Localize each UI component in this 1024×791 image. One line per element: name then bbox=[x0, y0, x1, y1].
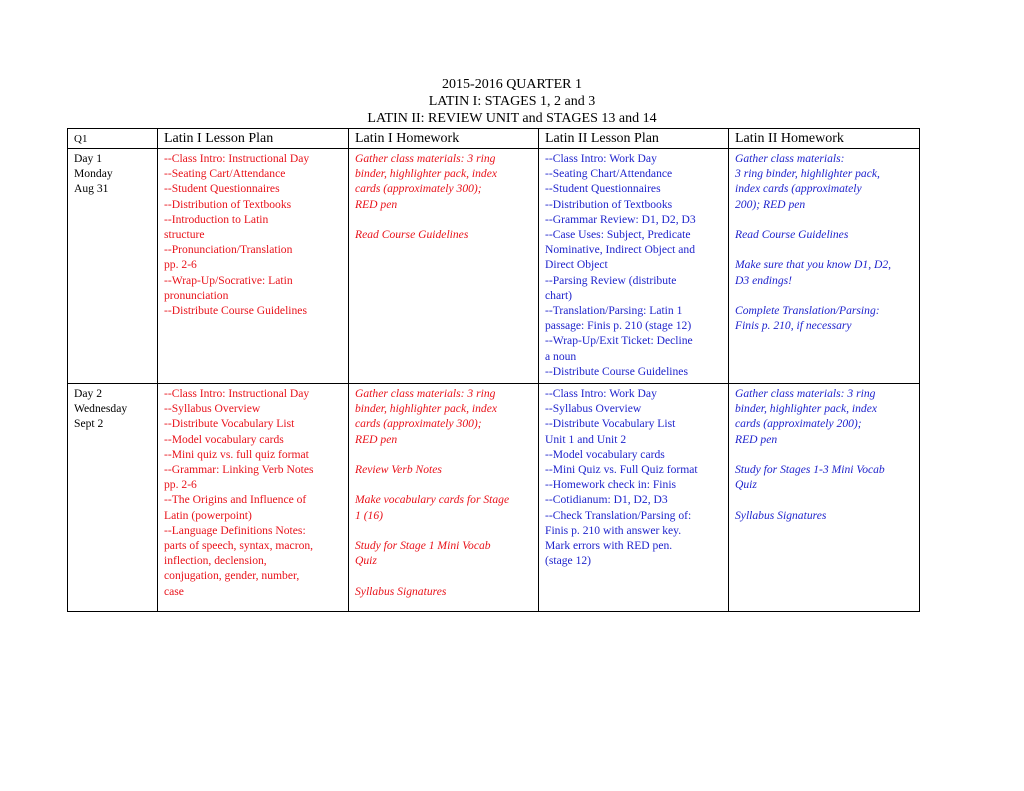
cell-line: --Distribute Course Guidelines bbox=[164, 304, 307, 318]
header-quarter: Q1 bbox=[68, 129, 158, 149]
cell-line: --Class Intro: Instructional Day bbox=[164, 152, 310, 165]
latin1-lesson-plan-cell bbox=[158, 149, 349, 384]
cell-line: binder, highlighter pack, index bbox=[355, 167, 497, 181]
cell-line: --Distribution of Textbooks bbox=[164, 197, 292, 211]
header-latin2-homework: Latin II Homework bbox=[729, 129, 920, 149]
cell-line: Read Course Guidelines bbox=[735, 228, 849, 241]
header-latin2-lesson-plan: Latin II Lesson Plan bbox=[539, 129, 729, 149]
document-title bbox=[0, 76, 1024, 127]
cell-line: Review Verb Notes bbox=[355, 463, 442, 477]
cell-line: --Homework check in: Finis bbox=[545, 478, 677, 492]
cell-line: --Syllabus Overview bbox=[545, 402, 642, 416]
lesson-plan-table bbox=[67, 128, 920, 612]
cell-line: --Language Definitions Notes: bbox=[164, 523, 306, 537]
cell-line: --Translation/Parsing: Latin 1 bbox=[545, 304, 683, 318]
cell-line: --Class Intro: Work Day bbox=[545, 387, 657, 401]
cell-line: parts of speech, syntax, macron, bbox=[164, 539, 314, 553]
line-gap bbox=[355, 523, 532, 538]
header-latin1-homework: Latin I Homework bbox=[349, 129, 539, 149]
line-gap bbox=[355, 568, 532, 583]
cell-line: --Mini Quiz vs. Full Quiz format bbox=[545, 463, 698, 477]
header-row bbox=[68, 129, 920, 149]
table-row bbox=[68, 384, 920, 612]
cell-line: Make sure that you know D1, D2, bbox=[735, 258, 892, 272]
cell-line: Gather class materials: bbox=[735, 152, 845, 165]
line-gap bbox=[735, 212, 913, 227]
cell-line: Complete Translation/Parsing: bbox=[735, 303, 880, 317]
cell-line: Syllabus Signatures bbox=[355, 584, 447, 598]
cell-line: --Class Intro: Work Day bbox=[545, 152, 657, 165]
cell-line: Monday bbox=[74, 167, 113, 181]
cell-line: --The Origins and Influence of bbox=[164, 493, 307, 507]
line-gap bbox=[735, 447, 913, 462]
cell-line: Gather class materials: 3 ring bbox=[355, 152, 496, 165]
cell-line: --Cotidianum: D1, D2, D3 bbox=[545, 493, 668, 507]
title-line-2: LATIN I: STAGES 1, 2 and 3 bbox=[428, 94, 596, 109]
cell-line: 3 ring binder, highlighter pack, bbox=[735, 167, 880, 181]
cell-line: cards (approximately 300); bbox=[355, 182, 482, 196]
cell-line: Read Course Guidelines bbox=[355, 228, 469, 241]
line-gap bbox=[735, 492, 913, 507]
cell-line: --Syllabus Overview bbox=[164, 402, 261, 416]
cell-line: --Parsing Review (distribute bbox=[545, 273, 677, 287]
cell-line: 1 (16) bbox=[355, 508, 384, 522]
cell-line: binder, highlighter pack, index bbox=[735, 402, 877, 416]
cell-line: Wednesday bbox=[74, 402, 128, 416]
line-gap bbox=[355, 477, 532, 492]
cell-line: 200); RED pen bbox=[735, 197, 806, 211]
latin2-homework-cell bbox=[729, 149, 920, 384]
cell-line: Mark errors with RED pen. bbox=[545, 539, 673, 553]
cell-line: Nominative, Indirect Object and bbox=[545, 243, 696, 257]
cell-line: D3 endings! bbox=[735, 273, 792, 287]
cell-line: --Case Uses: Subject, Predicate bbox=[545, 228, 691, 242]
cell-line: --Class Intro: Instructional Day bbox=[164, 387, 310, 401]
cell-line: --Distribution of Textbooks bbox=[545, 197, 673, 211]
cell-line: Gather class materials: 3 ring bbox=[735, 387, 876, 401]
cell-line: Quiz bbox=[735, 478, 757, 492]
latin2-homework-cell bbox=[729, 384, 920, 612]
cell-line: Finis p. 210, if necessary bbox=[735, 319, 852, 333]
cell-line: Sept 2 bbox=[74, 417, 104, 431]
cell-line: inflection, declension, bbox=[164, 554, 267, 568]
cell-line: --Student Questionnaires bbox=[164, 182, 280, 196]
cell-line: chart) bbox=[545, 288, 573, 302]
cell-line: --Seating Chart/Attendance bbox=[545, 167, 673, 181]
title-line-1: 2015-2016 QUARTER 1 bbox=[442, 77, 582, 92]
cell-line: Study for Stages 1-3 Mini Vocab bbox=[735, 463, 885, 477]
cell-line: structure bbox=[164, 228, 205, 242]
cell-line: --Grammar: Linking Verb Notes bbox=[164, 463, 314, 477]
cell-line: Unit 1 and Unit 2 bbox=[545, 432, 627, 446]
latin2-lesson-plan-cell bbox=[539, 384, 729, 612]
cell-line: --Wrap-Up/Socrative: Latin bbox=[164, 273, 293, 287]
cell-line: --Student Questionnaires bbox=[545, 182, 661, 196]
cell-line: --Pronunciation/Translation bbox=[164, 243, 293, 257]
cell-line: --Mini quiz vs. full quiz format bbox=[164, 447, 309, 461]
cell-line: RED pen bbox=[355, 432, 398, 446]
cell-line: passage: Finis p. 210 (stage 12) bbox=[545, 319, 692, 333]
header-latin1-lesson-plan: Latin I Lesson Plan bbox=[158, 129, 349, 149]
cell-line: --Check Translation/Parsing of: bbox=[545, 508, 692, 522]
cell-line: Gather class materials: 3 ring bbox=[355, 387, 496, 401]
cell-line: --Distribute Course Guidelines bbox=[545, 364, 688, 378]
cell-line: RED pen bbox=[735, 432, 778, 446]
cell-line: Quiz bbox=[355, 554, 377, 568]
cell-line: --Model vocabulary cards bbox=[545, 447, 665, 461]
line-gap bbox=[355, 212, 532, 227]
cell-line: pp. 2-6 bbox=[164, 258, 197, 272]
line-gap bbox=[735, 242, 913, 257]
cell-line: Make vocabulary cards for Stage bbox=[355, 493, 510, 507]
cell-line: binder, highlighter pack, index bbox=[355, 402, 497, 416]
cell-line: --Wrap-Up/Exit Ticket: Decline bbox=[545, 334, 693, 348]
cell-line: Day 1 bbox=[74, 152, 103, 165]
cell-line: Syllabus Signatures bbox=[735, 508, 827, 522]
latin2-lesson-plan-cell bbox=[539, 149, 729, 384]
cell-line: --Grammar Review: D1, D2, D3 bbox=[545, 212, 696, 226]
cell-line: cards (approximately 200); bbox=[735, 417, 862, 431]
cell-line: index cards (approximately bbox=[735, 182, 862, 196]
cell-line: --Distribute Vocabulary List bbox=[164, 417, 295, 431]
cell-line: Study for Stage 1 Mini Vocab bbox=[355, 539, 491, 553]
line-gap bbox=[735, 288, 913, 303]
table-row bbox=[68, 149, 920, 384]
cell-line: Aug 31 bbox=[74, 182, 109, 196]
cell-line: cards (approximately 300); bbox=[355, 417, 482, 431]
cell-line: case bbox=[164, 584, 184, 598]
latin1-lesson-plan-cell bbox=[158, 384, 349, 612]
cell-line: Direct Object bbox=[545, 258, 608, 272]
cell-line: Day 2 bbox=[74, 387, 103, 401]
cell-line: --Model vocabulary cards bbox=[164, 432, 284, 446]
cell-line: Latin (powerpoint) bbox=[164, 508, 252, 522]
cell-line: conjugation, gender, number, bbox=[164, 569, 300, 583]
latin1-homework-cell bbox=[349, 149, 539, 384]
cell-line: --Distribute Vocabulary List bbox=[545, 417, 676, 431]
cell-line: RED pen bbox=[355, 197, 398, 211]
latin1-homework-cell bbox=[349, 384, 539, 612]
cell-line: (stage 12) bbox=[545, 554, 592, 568]
cell-line: pp. 2-6 bbox=[164, 478, 197, 492]
cell-line: Finis p. 210 with answer key. bbox=[545, 523, 682, 537]
cell-line: --Introduction to Latin bbox=[164, 212, 269, 226]
title-line-3: LATIN II: REVIEW UNIT and STAGES 13 and 14 bbox=[367, 111, 657, 126]
cell-line: a noun bbox=[545, 349, 577, 363]
day-cell bbox=[68, 384, 158, 612]
day-cell bbox=[68, 149, 158, 384]
cell-line: --Seating Cart/Attendance bbox=[164, 167, 286, 181]
line-gap bbox=[355, 447, 532, 462]
cell-line: pronunciation bbox=[164, 288, 229, 302]
